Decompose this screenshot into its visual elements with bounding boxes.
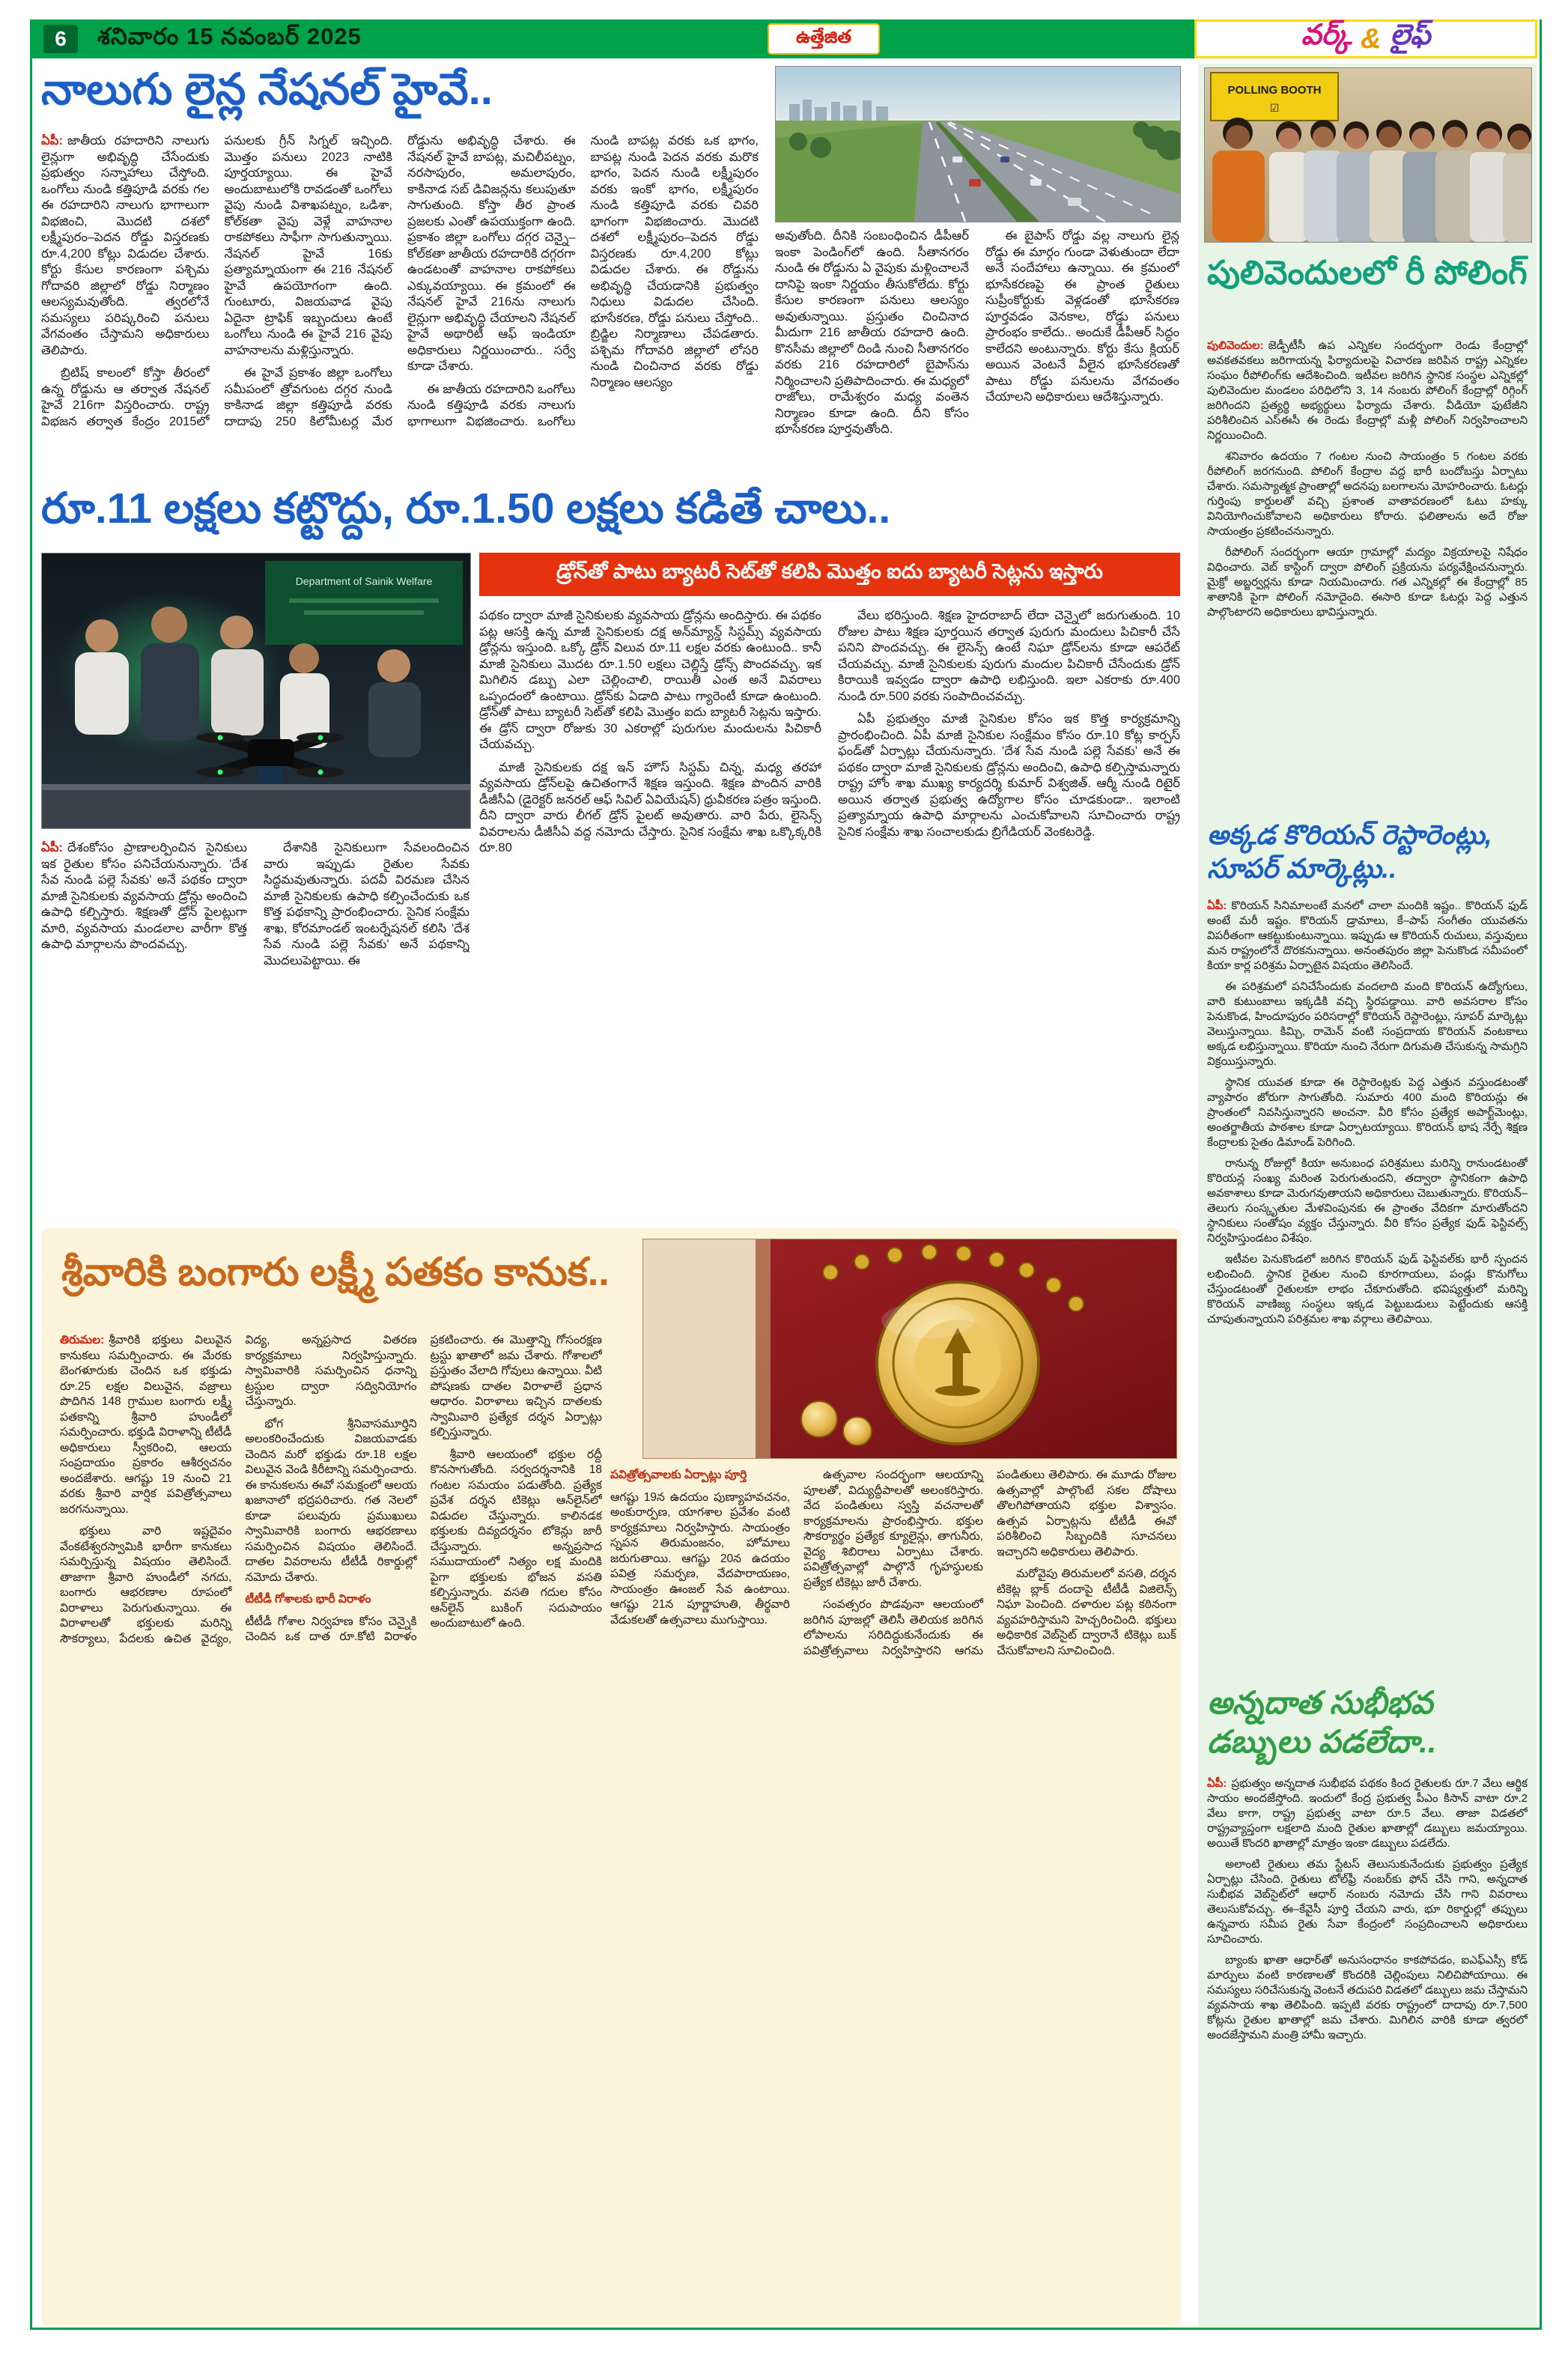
sidebar-body-repolling [1207,338,1528,809]
polling-photo-art [1205,68,1531,242]
dateline: పులివెందుల: [1207,339,1264,352]
page-header [30,19,1537,58]
body-paragraph: శనివారం ఉదయం 7 గంటల నుంచి సాయంత్రం 5 గంటల వరకు రీపోలింగ్ జరగనుంది. పోలింగ్ కేంద్రాల వద్ద భారీ బందోబస్తు ఏర్పాటు చేశారు. సమస్యాత్మక ప్రాంతాల్లో అదనపు బలగాలను మోహరించారు. ఓటర్లు గుర్తింపు కార్డులతో వచ్చి ప్రశాంత వాతావరణంలో ఓటు హక్కు వినియోగించుకోవాలని అధికారులు కోరారు. ఫలితాలను అదే రోజు సాయంత్రం ప్రకటించనున్నారు. [1207,450,1528,538]
checkmark-icon: ☑ [1269,102,1280,114]
body-paragraph: పథకం ద్వారా మాజీ సైనికులకు వ్యవసాయ డ్రోన్లను అందిస్తారు. ఈ పథకం పట్ల ఆసక్తి ఉన్న మాజీ సైనికులకు దక్ష అన్‌మ్యాన్డ్ సిస్టమ్స్ వ్యవసాయ డ్రోన్లను ఇస్తుంది. ఒక్కో డ్రోన్ విలువ రూ.11 లక్షల వరకు ఉంటుంది.. కానీ మాజీ సైనికులు మొదట రూ.1.50 లక్షలు చెల్లిస్తే డ్రోన్స్ పొందవచ్చు. ఇక మిగిలిన డబ్బు ఎలా చెల్లించాలి, రాయితీ ఎంత అనే వివరాలు ఒప్పందంలో ఉంటాయి. డ్రోన్‌కు ఏడాది పాటు గ్యారెంటీ కూడా ఉంటుంది. డ్రోన్‌తో పాటు బ్యాటరీ సెట్‌తో కలిపి మొత్తం ఐదు బ్యాటరీ సెట్లను ఇస్తారు. ఈ డ్రోన్ ద్వారా రోజుకు 30 ఎకరాల్లో పురుగుల మందులను పిచికారీ చేయవచ్చు. [479,609,821,751]
highway-headline: నాలుగు లైన్ల నేషనల్ హైవే.. [41,65,493,114]
gold-body-left [60,1333,602,2307]
body-paragraph: ఉత్సవాల సందర్భంగా ఆలయాన్ని పూలతో, విద్యుద్దీపాలతో అలంకరిస్తారు. వేద పండితులు స్వస్తి వచనాలతో కార్యక్రమాలను ప్రారంభిస్తారు. భక్తుల సౌకర్యార్థం ప్రత్యేక క్యూలైన్లు, తాగునీరు, వైద్య శిబిరాలు ఏర్పాటు చేశారు. పవిత్రోత్సవాల్లో పాల్గొనే గృహస్థులకు ప్రత్యేక టికెట్లు జారీ చేశారు. [803,1469,983,1589]
body-paragraph: వేలు భరిస్తుంది. శిక్షణ హైదరాబాద్ లేదా చెన్నైలో జరుగుతుంది. 10 రోజుల పాటు శిక్షణ పూర్తయిన తర్వాత పురుగు మందులు పిచికారీ చేసే పనిని పొందవచ్చు. ఈ లైసెన్స్ ఉంటే నిఘా డ్రోన్‌లను కూడా ఆపరేట్ చేయవచ్చు. మాజీ సైనికులకు పురుగు మందుల పిచికారీ చేసేందుకు డ్రోన్ కిరాయికి ఇవ్వడం ద్వారా ఉపాధి లభిస్తుంది. ఇలా ఎకరాకు రూ.400 నుండి రూ.500 వరకు సంపాదించవచ్చు. [838,609,1180,703]
section-word-2: లైఫ్ [1390,19,1431,51]
highway-photo [775,66,1181,222]
sidebar-headline-korean: అక్కడ కొరియన్ రెస్టారెంట్లు, సూపర్ మార్కెట్లు.. [1207,819,1492,884]
gold-headline: శ్రీవారికి బంగారు లక్ష్మీ పతకం కానుక.. [61,1251,610,1294]
body-paragraph: ఈ పరిశ్రమలో పనిచేసేందుకు వందలాది మంది కొరియన్ ఉద్యోగులు, వారి కుటుంబాలు ఇక్కడికి వచ్చి స్థిరపడ్డాయి. వారి అవసరాల కోసం పెనుకొండ, హిందూపురం పరిసరాల్లో కొరియన్ రెస్టారెంట్లు, సూపర్ మార్కెట్లు వెలుస్తున్నాయి. కిమ్చి, రామెన్ వంటి సంప్రదాయ కొరియన్ వంటకాలు అక్కడ లభిస్తున్నాయి. కొరియా నుంచి నేరుగా దిగుమతి చేసుకున్న సామగ్రిని విక్రయిస్తున్నారు. [1207,980,1528,1068]
body-paragraph: ఇటీవల పెనుకొండలో జరిగిన కొరియన్ ఫుడ్ ఫెస్టివల్‌కు భారీ స్పందన లభించింది. స్థానిక రైతుల నుంచి కూరగాయలు, పండ్లు కొనుగోలు చేస్తుండటంతో రైతులకూ లాభం చేకూరుతోంది. భవిష్యత్తులో మరిన్ని కొరియన్ వాణిజ్య సంస్థలు ఇక్కడ పెట్టుబడులు పెట్టేందుకు ఆసక్తి చూపుతున్నాయని పరిశ్రమల శాఖ వర్గాలు తెలిపాయి. [1207,1253,1528,1326]
body-paragraph: భోగ శ్రీనివాసమూర్తిని అలంకరించేందుకు విజయవాడకు చెందిన మరో భక్తుడు రూ.18 లక్షల విలువైన వెండి కిరీటాన్ని సమర్పించారు. ఈ కానుకలను ఈవో సమక్షంలో ఆలయ ఖజానాలో భద్రపరిచారు. గత నెలలో కూడా పలువురు ప్రముఖులు స్వామివారికి బంగారు ఆభరణాలు సమర్పించిన విషయం తెలిసిందే. దాతల వివరాలను టీటీడీ రికార్డుల్లో నమోదు చేశారు. [245,1417,417,1584]
sidebar-body-korean [1207,899,1528,1670]
masthead-logo [768,23,880,55]
highway-body-under-photo [775,228,1179,479]
body-paragraph: ఏపీ: జాతీయ రహదారిని నాలుగు లైన్లుగా అభివృద్ధి చేసేందుకు ప్రభుత్వం సన్నాహాలు చేస్తోంది. ఒంగోలు నుండి కత్తిపూడి వరకు గల ఈ రహదారిని నాలుగు భాగాలుగా విభజించి, మొదటి దశలో లక్ష్మీపురం–పెదన రోడ్డు విస్తరణకు రూ.4,200 కోట్లు విడుదల చేశారు. కోర్టు కేసుల కారణంగా పశ్చిమ గోదావరి జిల్లాలో రోడ్డు నిర్మాణం ఆలస్యమవుతోంది. త్వరలోనే సమస్యలు పరిష్కరించి పనులు వేగవంతం చేస్తామని అధికారులు తెలిపారు. [41,134,210,357]
body-paragraph: తిరుమల: శ్రీవారికి భక్తులు విలువైన కానుకలు సమర్పించారు. ఈ మేరకు బెంగళూరుకు చెందిన ఒక భక్తుడు రూ.25 లక్షల విలువైన, వజ్రాలు పొదిగిన 148 గ్రాముల బంగారు లక్ష్మీ పతకాన్ని శ్రీవారి హుండీలో సమర్పించారు. భక్తుడి విరాళాన్ని టీటీడీ అధికారులు స్వీకరించి, ఆలయ సంప్రదాయం ప్రకారం ఆశీర్వచనం అందజేశారు. ఆగష్టు 19 నుంచి 21 వరకు శ్రీవారి వార్షిక పవిత్రోత్సవాలు జరగనున్నాయి. [60,1334,232,1516]
polling-photo [1204,67,1532,243]
page-number: 6 [43,25,78,53]
highway-body-main [41,133,759,479]
sidebar-body-annadata [1207,1776,1528,2314]
body-paragraph: అవుతోంది. దీనికి సంబంధించిన డీపీఆర్ ఇంకా పెండింగ్‌లో ఉంది. సీతానగరం నుండి ఈ రోడ్డును ఏ వైపుకు మళ్లించాలనే దానిపై ఇంకా నిర్ణయం తీసుకోలేదు. కోర్టు కేసుల కారణంగా పనులు ఆలస్యం అవుతున్నాయి. ప్రస్తుతం చించినాద మీదుగా 216 జాతీయ రహదారి ఉంది. కొనసీమ జిల్లాలో దిండి నుంచి సీతానగరం వరకు 216 రహదారిలో బైపాస్‌ను నిర్మించాలని ప్రతిపాదించారు. ఈ మధ్యలో రాజోలు, రామేశ్వరం మధ్య వంతెన నిర్మాణం కూడా ఉంది. దీని కోసం భూసేకరణ పూర్తవుతోంది. [775,229,969,436]
body-paragraph: ఏపీ: ప్రభుత్వం అన్నదాత సుభీభవ పథకం కింద రైతులకు రూ.7 వేలు ఆర్థిక సాయం అందజేస్తోంది. ఇందులో కేంద్ర ప్రభుత్వ పీఎం కిసాన్ వాటా రూ.2 వేలు కాగా, రాష్ట్ర ప్రభుత్వ వాటా రూ.5 వేలు. తాజా విడతలో రాష్ట్రవ్యాప్తంగా లక్షలాది మంది రైతుల ఖాతాల్లో డబ్బులు జమయ్యాయి. అయితే కొందరి ఖాతాల్లో మాత్రం ఇంకా డబ్బులు పడలేదు. [1207,1777,1528,1850]
body-paragraph: బ్రిటిష్ కాలంలో కోస్తా తీరంలో ఉన్న రోడ్డును ఆ తర్వాత నేషనల్ హైవే 216గా విస్తరించారు. రాష్ట్ర విభజన తర్వాత కేంద్రం 2015లో పనులకు గ్రీన్ సిగ్నల్ ఇచ్చింది. మొత్తం పనులు 2023 నాటికి పూర్తయ్యాయి. ఈ హైవే అందుబాటులోకి రావడంతో ఒంగోలు వైపు నుండి విశాఖపట్నం, ఒడిశా, కోల్‌కతా వైపు వెళ్లే వాహనాల రాకపోకలు సాఫీగా సాగుతున్నాయి. నేషనల్ హైవే 16కు ప్రత్యామ్నాయంగా ఈ 216 నేషనల్ హైవే ఉపయోగంగా ఉంది. గుంటూరు, విజయవాడ వైపు ఏదైనా ట్రాఫిక్ ఇబ్బందులు ఉంటే ఒంగోలు నుండి ఈ హైవే 216 వైపు వాహనాలను మళ్లిస్తున్నారు. [41,134,392,428]
gold-medal-photo [642,1239,1177,1459]
body-paragraph: ఏపీ: కొరియన్ సినిమాలంటే మనలో చాలా మందికి ఇష్టం.. కొరియన్ ఫుడ్ అంటే మరీ ఇష్టం. కొరియన్ డ్రామాలు, కే–పాప్ సంగీతం యువతను విపరీతంగా ఆకట్టుకుంటున్నాయి. ఇప్పుడు ఆ కొరియన్ రుచులు, వస్తువులు మన రాష్ట్రంలోనే దొరకనున్నాయి. అనంతపురం జిల్లా పెనుకొండ సమీపంలో కియా కార్ల పరిశ్రమ ఏర్పాటైన విషయం తెలిసిందే. [1207,899,1528,972]
dateline: ఏపీ: [1207,899,1227,912]
sidebar-headline-annadata: అన్నదాత సుభీభవ డబ్బులు పడలేదా.. [1207,1685,1437,1759]
highway-photo-art [776,67,1180,222]
body-paragraph: దేశానికి సైనికులుగా సేవలందించిన వారు ఇప్పుడు రైతుల సేవకు సిద్ధమవుతున్నారు. పదవీ విరమణ చేసిన మాజీ సైనికులకు ఉపాధి కల్పించేందుకు ఒక కొత్త పథకాన్ని ప్రారంభించారు. సైనిక సంక్షేమ శాఖ, కోరమాండల్ ఇంటర్నేషనల్ కలిసి 'దేశ సేవ నుండి పల్లె సేవకు' అనే పథకాన్ని మొదలుపెట్టాయి. ఈ [264,841,470,968]
dateline: ఏపీ: [41,841,63,854]
body-paragraph: రానున్న రోజుల్లో కియా అనుబంధ పరిశ్రమలు మరిన్ని రానుండటంతో కొరియన్ల సంఖ్య మరింత పెరుగుతుందని, తద్వారా స్థానికంగా ఉపాధి అవకాశాలు కూడా మెరుగవుతాయని అధికారులు చెబుతున్నారు. కొరియన్–తెలుగు సంస్కృతుల మేళవింపునకు ఈ ప్రాంతం వేదికగా మారుతోందని స్థానికులు సంతోషం వ్యక్తం చేస్తున్నారు. వీరి కోసం ప్రత్యేక ఫుడ్ ఫెస్టివల్స్ నిర్వహిస్తుండటం విశేషం. [1207,1157,1528,1245]
body-paragraph: మాజీ సైనికులకు దక్ష ఇన్ హౌస్ సిస్టమ్ చిన్న, మధ్య తరహా వ్యవసాయ డ్రోన్‌లపై ఉచితంగానే శిక్షణ ఇస్తుంది. శిక్షణ పొందిన వారికి డీజీసీఏ (డైరెక్టర్ జనరల్ ఆఫ్ సివిల్ ఏవియేషన్) ధ్రువీకరణ పత్రం ఇస్తుంది. దీని ద్వారా వారు లీగల్ డ్రోన్ పైలట్ అవుతారు. వారి పేరు, లైసెన్స్ వివరాలను డీజీసీఏ వద్ద నమోదు చేస్తారు. సైనిక సంక్షేమ శాఖ ఒక్కొక్కరికి రూ.80 [479,760,821,854]
body-paragraph: టీటీడీ గోశాల నిర్వహణ కోసం చెన్నైకి చెందిన ఒక దాత రూ.కోటి విరాళం ప్రకటించారు. ఈ మొత్తాన్ని గోసంరక్షణ ట్రస్టు ఖాతాలో జమ చేశారు. గోశాలలో ప్రస్తుతం వేలాది గోవులు ఉన్నాయి. వీటి పోషణకు దాతల విరాళాలే ప్రధాన ఆధారం. విరాళాలు ఇచ్చిన దాతలకు స్వామివారి ప్రత్యేక దర్శన ఏర్పాట్లు కల్పిస్తున్నారు. [245,1334,602,1643]
drone-photo-banner-text: Department of Sainik Welfare [295,575,433,587]
body-paragraph: స్థానిక యువత కూడా ఈ రెస్టారెంట్లకు పెద్ద ఎత్తున వస్తుండటంతో వ్యాపారం జోరుగా సాగుతోంది. సుమారు 400 మంది కొరియన్లు ఈ ప్రాంతంలో నివసిస్తున్నారని అంచనా. వీరి కోసం ప్రత్యేక అపార్ట్‌మెంట్లు, అంతర్జాతీయ పాఠశాల కూడా ఏర్పాటయ్యాయి. కొరియన్ భాష నేర్పే శిక్షణ కేంద్రాలకు సైతం డిమాండ్ పెరిగింది. [1207,1076,1528,1149]
dateline: తిరుమల: [60,1334,105,1347]
body-paragraph: బ్యాంకు ఖాతా ఆధార్‌తో అనుసంధానం కాకపోవడం, ఐఎఫ్ఎస్సీ కోడ్ మార్పులు వంటి కారణాలతో కొందరికి చెల్లింపులు నిలిచిపోయాయి. ఈ సమస్యలు సరిచేసుకున్న వెంటనే తదుపరి విడతలో డబ్బులు జమ చేస్తామని వ్యవసాయ శాఖ తెలిపింది. ఇప్పటి వరకు రాష్ట్రంలో దాదాపు రూ.7,500 కోట్లను రైతుల ఖాతాల్లో జమ చేశారు. మిగిలిన వారికి కూడా త్వరలో అందజేస్తామని మంత్రి హామీ ఇచ్చారు. [1207,1954,1528,2041]
subheading: టీటీడీ గోశాలకు భారీ విరాళం [245,1593,371,1606]
dateline: ఏపీ: [1207,1777,1227,1790]
drone-body-right [479,608,1180,1176]
drone-body-left [41,840,470,1176]
body-paragraph: సంవత్సరం పొడవునా ఆలయంలో జరిగిన పూజల్లో తెలిసీ తెలియక జరిగిన లోపాలను సరిదిద్దుకునేందుకు ఈ పవిత్రోత్సవాలు నిర్వహిస్తారని ఆగమ పండితులు తెలిపారు. ఈ మూడు రోజుల ఉత్సవాల్లో పాల్గొంటే సకల దోషాలు తొలగిపోతాయని భక్తుల విశ్వాసం. ఉత్సవ ఏర్పాట్లను టీటీడీ ఈవో పరిశీలించి సిబ్బందికి సూచనలు ఇచ్చారని అధికారులు తెలిపారు. [803,1469,1176,1657]
body-paragraph: ఈ బైపాస్ రోడ్డు వల్ల నాలుగు లైన్ల రోడ్డు ఈ మార్గం గుండా వెళుతుందా లేదా అనే సందేహాలు ఉన్నాయి. ఈ క్రమంలో భూసేకరణపై ఈ ప్రాంత రైతులు సుప్రీంకోర్టుకు వెళ్లడంతో భూసేకరణ పూర్తవడం వెనకాల, రోడ్డు పనులు ప్రారంభం కాలేదు.. అందుకే డీపీఆర్ సిద్ధం కాలేదని అంటున్నారు. కోర్టు కేసు క్లియర్ అయిన వెంటనే వీలైన భూసేకరణతో పాటు రోడ్డు పనులను వేగవంతం చేయాలని అధికారులు ఆదేశిస్తున్నారు. [985,229,1179,404]
polling-sign-text: POLLING BOOTH [1227,84,1322,97]
gold-medal-photo-art [643,1239,1176,1458]
drone-photo-art [42,553,470,828]
body-paragraph: భక్తులు వారి ఇష్టదైవం వేంకటేశ్వరస్వామికి భారీగా కానుకలు సమర్పిస్తున్న విషయం తెలిసిందే. తాజాగా శ్రీవారి హుండీలో నగదు, బంగారు ఆభరణాల రూపంలో విరాళాలు పెరుగుతున్నాయి. ఈ విరాళాలతో భక్తులకు మరిన్ని సౌకర్యాలు, పేదలకు ఉచిత వైద్యం, విద్య, అన్నప్రసాద వితరణ కార్యక్రమాలు నిర్వహిస్తున్నారు. స్వామివారికి సమర్పించిన ధనాన్ని ట్రస్టుల ద్వారా సద్వినియోగం చేస్తున్నారు. [60,1334,417,1645]
sidebar-headline-repolling: పులివెందులలో రీ పోలింగ్ [1207,255,1528,291]
body-paragraph: ఈ హైవే ప్రకాశం జిల్లా ఒంగోలు సమీపంలో త్రోవగుంట దగ్గర నుండి కాకినాడ జిల్లా కత్తిపూడి వరకు దాదాపు 250 కిలోమీటర్ల మేర రోడ్డును అభివృద్ధి చేశారు. ఈ నేషనల్ హైవే బాపట్ల, మచిలీపట్నం, నరసాపురం, అమలాపురం, కాకినాడ సబ్ డివిజన్లను కలుపుతూ సాగుతుంది. కోస్తా తీర ప్రాంత ప్రజలకు ఎంతో ఉపయుక్తంగా ఉంది. ప్రకాశం జిల్లా ఒంగోలు దగ్గర చెన్నై–కోల్‌కతా జాతీయ రహదారికి దగ్గరగా ఉండటంతో వాహనాల రాకపోకలు ఎక్కువయ్యాయి. ఈ క్రమంలో ఈ నేషనల్ హైవే 216ను నాలుగు లైన్లుగా అభివృద్ధి చేయాలని నేషనల్ హైవే అథారిటీ ఆఫ్ ఇండియా అధికారులు నిర్ణయించారు.. సర్వే కూడా చేశారు. [224,134,576,428]
drone-highlight-banner: డ్రోన్‌తో పాటు బ్యాటరీ సెట్‌తో కలిపి మొత్తం ఐదు బ్యాటరీ సెట్లను ఇస్తారు [479,553,1180,596]
ampersand: & [1361,22,1382,55]
subheading: పవిత్రోత్సవాలకు ఏర్పాట్లు పూర్తి [610,1469,747,1481]
drone-headline: రూ.11 లక్షలు కట్టొద్దు, రూ.1.50 లక్షలు కడితే చాలు.. [41,485,891,532]
edition-date: శనివారం 15 నవంబర్ 2025 [97,22,362,49]
gold-body-right [610,1468,1176,2307]
section-word-1: వర్క్ [1301,19,1352,51]
body-paragraph: మరోవైపు తిరుమలలో వసతి, దర్శన టికెట్ల బ్లాక్ దందాపై టీటీడీ విజిలెన్స్ నిఘా పెంచింది. దళారుల పట్ల కఠినంగా వ్యవహరిస్తామని హెచ్చరించింది. భక్తులు అధికారిక వెబ్‌సైట్ ద్వారానే టికెట్లు బుక్ చేసుకోవాలని సూచించింది. [997,1567,1176,1657]
dateline: ఏపీ: [41,134,63,148]
body-paragraph: అలాంటి రైతులు తమ స్టేటస్ తెలుసుకునేందుకు ప్రభుత్వం ప్రత్యేక ఏర్పాట్లు చేసింది. రైతులు టోల్‌ఫ్రీ నంబర్‌కు ఫోన్ చేసి గాని, అన్నదాత సుభీభవ వెబ్‌సైట్‌లో ఆధార్ నంబరు నమోదు చేసి గాని వివరాలు తెలుసుకోవచ్చు. ఈ–కేవైసీ పూర్తి చేయని వారు, భూ రికార్డుల్లో తప్పులు ఉన్నవారు సమీప రైతు సేవా కేంద్రంలో సంప్రదించాలని అధికారులు సూచించారు. [1207,1858,1528,1946]
body-paragraph: రీపోలింగ్ సందర్భంగా ఆయా గ్రామాల్లో మద్యం విక్రయాలపై నిషేధం విధించారు. వెబ్ కాస్టింగ్ ద్వారా పోలింగ్ ప్రక్రియను పర్యవేక్షించనున్నారు. మైక్రో అబ్జర్వర్లను కూడా నియమించారు. గత ఎన్నికల్లో ఈ కేంద్రాల్లో 85 శాతానికి పైగా పోలింగ్ నమోదైంది. ఈసారి కూడా ఓటర్లు పెద్ద ఎత్తున పాల్గొంటారని అధికారులు భావిస్తున్నారు. [1207,546,1528,619]
body-paragraph: ఏపీ ప్రభుత్వం మాజీ సైనికుల కోసం ఇక కొత్త కార్యక్రమాన్ని ప్రారంభించింది. ఏపీ మాజీ సైనికుల సంక్షేమం కోసం రూ.10 కోట్ల కార్పస్ ఫండ్‌తో ఏర్పాట్లు చేయనున్నారు. 'దేశ సేవ నుండి పల్లె సేవకు' అనే ఈ పథకం ద్వారా మాజీ సైనికులకు డ్రోన్లను అందించి, ఉపాధి కల్పిస్తామన్నారు రాష్ట్ర హోం శాఖ ముఖ్య కార్యదర్శి కుమార్ విశ్వజిత్. ఆర్మీ నుండి రిటైర్ అయిన తర్వాత ప్రభుత్వ ఉద్యోగాల కోసం చూడకుండా.. ఇలాంటి ప్రత్యామ్నాయ ఉపాధి మార్గాలను ఎంచుకోవాలని సూచించారు రాష్ట్ర సైనిక సంక్షేమ శాఖ సంచాలకుడు బ్రిగేడియర్ వెంకటరెడ్డి. [838,712,1180,839]
body-paragraph: ఏపీ: దేశంకోసం ప్రాణాలర్పించిన సైనికులు ఇక రైతుల కోసం పనిచేయనున్నారు. 'దేశ సేవ నుండి పల్లె సేవకు' అనే పథకం ద్వారా మాజీ సైనికులకు వ్యవసాయ డ్రోన్లు అందించి ఉపాధి కల్పిస్తారు. శిక్షణతో డ్రోన్ పైలట్లుగా మారి, వ్యవసాయ మండలాల వారీగా కొత్త ఉపాధి మార్గాలను పొందవచ్చు. [41,841,247,951]
body-paragraph: ఆగష్టు 19న ఉదయం పుణ్యాహవచనం, అంకురార్పణ, యాగశాల ప్రవేశం వంటి కార్యక్రమాలు నిర్వహిస్తారు. సాయంత్రం స్నపన తిరుమంజనం, హోమాలు జరుగుతాయి. ఆగష్టు 20న ఉదయం పవిత్ర సమర్పణ, వేదపారాయణం, సాయంత్రం ఊంజల్ సేవ ఉంటాయి. ఆగష్టు 21న పూర్ణాహుతి, తీర్థవారి వేడుకలతో ఉత్సవాలు ముగుస్తాయి. [610,1490,790,1627]
body-paragraph: శ్రీవారి ఆలయంలో భక్తుల రద్దీ కొనసాగుతోంది. సర్వదర్శనానికి 18 గంటల సమయం పడుతోంది. ప్రత్యేక ప్రవేశ దర్శన టికెట్లు ఆన్‌లైన్‌లో విడుదల చేస్తున్నారు. కాలినడక భక్తులకు దివ్యదర్శనం టోకెన్లు జారీ చేస్తున్నారు. అన్నప్రసాద సముదాయంలో నిత్యం లక్ష మందికి పైగా భక్తులకు భోజన వసతి కల్పిస్తున్నారు. వసతి గదుల కోసం ఆన్‌లైన్ బుకింగ్ సదుపాయం అందుబాటులో ఉంది. [430,1448,602,1630]
body-paragraph: ఈ జాతీయ రహదారిని ఒంగోలు నుండి కత్తిపూడి వరకు నాలుగు భాగాలుగా విభజించారు. ఒంగోలు నుండి బాపట్ల వరకు ఒక భాగం, బాపట్ల నుండి పెదన వరకు మరొక భాగం, పెదన నుండి లక్ష్మీపురం వరకు ఇంకో భాగం, లక్ష్మీపురం నుండి కత్తిపూడి వరకు చివరి భాగంగా విభజించారు. మొదటి దశలో లక్ష్మీపురం–పెదన రోడ్డు విస్తరణకు రూ.4,200 కోట్లు విడుదల చేశారు. ఈ రోడ్డును అభివృద్ధి చేయడానికి ప్రభుత్వం నిధులు విడుదల చేసింది. భూసేకరణ, రోడ్డు పనులు చేస్తోంది.. బ్రిడ్జిల నిర్మాణాలు చేపడతారు. పశ్చిమ గోదావరి జిల్లాలో లోసరి నుండి చించినాద వరకు రోడ్డు నిర్మాణం ఆలస్యం [407,134,759,428]
body-paragraph: పులివెందుల: జెడ్పీటీసీ ఉప ఎన్నికల సందర్భంగా రెండు కేంద్రాల్లో అవకతవకలు జరిగాయన్న ఫిర్యాదులపై విచారణ జరిపిన రాష్ట్ర ఎన్నికల సంఘం రీపోలింగ్‌కు ఆదేశించింది. ఇటీవల జరిగిన స్థానిక సంస్థల ఎన్నికల్లో పులివెందుల మండలం పరిధిలోని 3, 14 నంబరు పోలింగ్ కేంద్రాల్లో రిగ్గింగ్ జరిగిందని ప్రత్యర్థి అభ్యర్థులు ఫిర్యాదు చేశారు. వీడియో ఫుటేజీని పరిశీలించిన ఎస్ఈసీ ఈ రెండు కేంద్రాల్లో మళ్లీ పోలింగ్ నిర్వహించాలని నిర్ణయించింది. [1207,339,1528,442]
masthead-title: ఉత్తేజిత [795,26,852,47]
section-title [1194,19,1537,58]
header-green-bar [30,19,1194,58]
drone-photo [41,553,471,829]
